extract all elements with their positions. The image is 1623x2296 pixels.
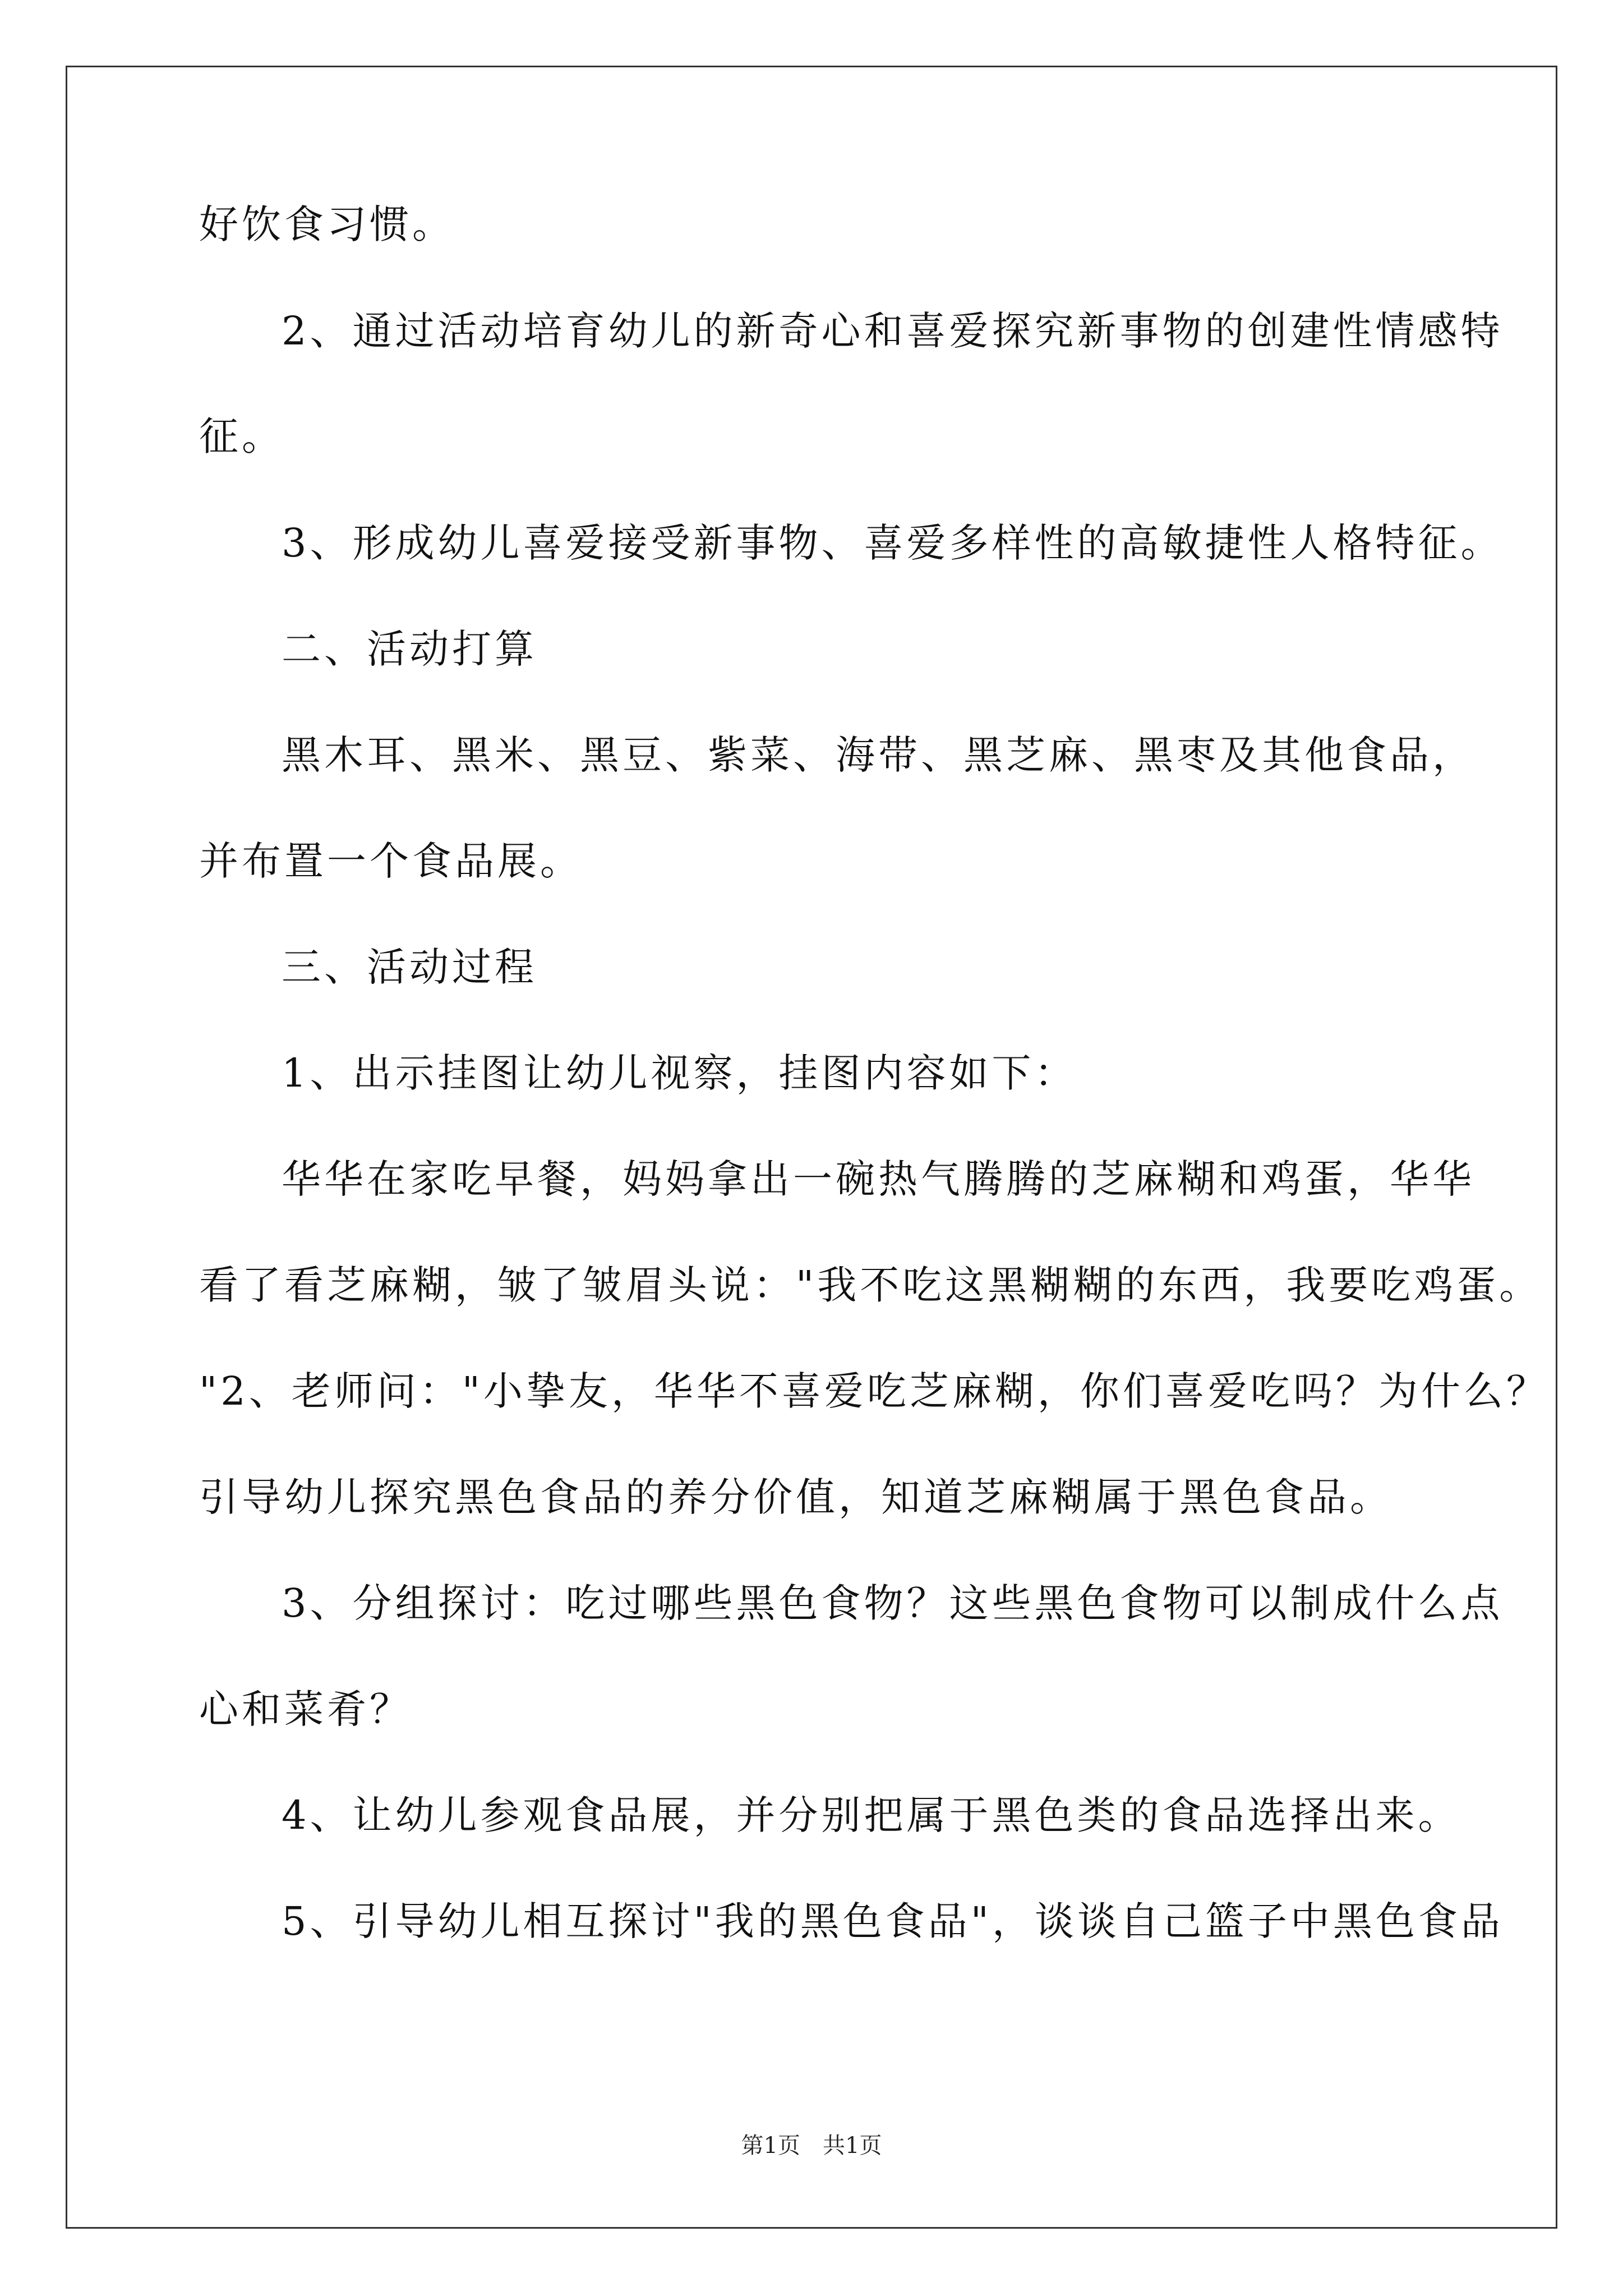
text-line: 引导幼儿探究黑色食品的养分价值，知道芝麻糊属于黑色食品。 [199,1474,1393,1520]
text-line: 黑木耳、黑米、黑豆、紫菜、海带、黑芝麻、黑枣及其他食品， [282,732,1475,778]
text-line: "2、老师问："小挚友，华华不喜爱吃芝麻糊，你们喜爱吃吗？为什么？ [199,1368,1549,1414]
text-line: 1、出示挂图让幼儿视察，挂图内容如下： [282,1050,1077,1096]
text-line: 征。 [199,413,284,459]
text-line: 看了看芝麻糊，皱了皱眉头说："我不吃这黑糊糊的东西，我要吃鸡蛋。 [199,1262,1542,1308]
text-line: 2、通过活动培育幼儿的新奇心和喜爱探究新事物的创建性情感特 [282,308,1504,354]
text-line: 并布置一个食品展。 [199,838,583,884]
section-heading: 二、活动打算 [282,626,537,672]
section-heading: 三、活动过程 [282,944,537,990]
text-line: 3、分组探讨：吃过哪些黑色食物？这些黑色食物可以制成什么点 [282,1580,1504,1626]
text-line: 5、引导幼儿相互探讨"我的黑色食品"，谈谈自己篮子中黑色食品 [282,1898,1504,1944]
text-line: 华华在家吃早餐，妈妈拿出一碗热气腾腾的芝麻糊和鸡蛋，华华 [282,1156,1475,1202]
text-line: 3、形成幼儿喜爱接受新事物、喜爱多样性的高敏捷性人格特征。 [282,520,1504,566]
text-line: 好饮食习惯。 [199,201,455,247]
text-line: 心和菜肴？ [199,1686,412,1732]
page-footer: 第1页 共1页 [741,2133,882,2159]
text-line: 4、让幼儿参观食品展，并分别把属于黑色类的食品选择出来。 [282,1792,1461,1838]
